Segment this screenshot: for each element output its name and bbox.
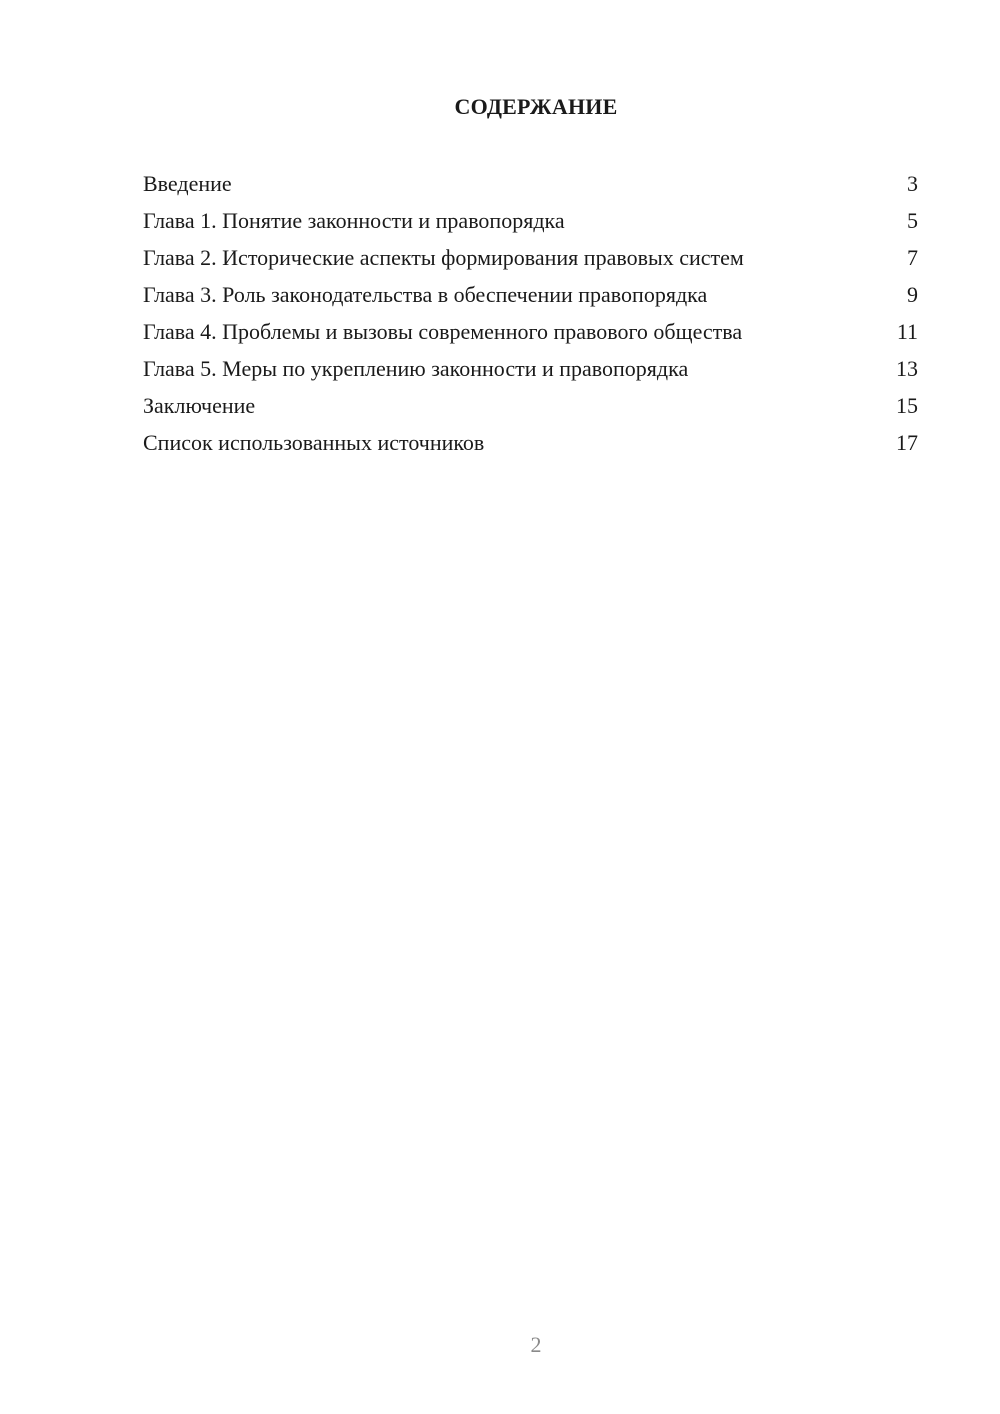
toc-entry-title: Заключение: [143, 393, 256, 418]
toc-entry-page: 11: [896, 319, 918, 344]
toc-entry-title: Глава 4. Проблемы и вызовы современного правового общества: [143, 319, 743, 344]
toc-entry-references[interactable]: [143, 429, 918, 457]
page-title: СОДЕРЖАНИЕ: [454, 94, 618, 119]
toc-entry-chapter-2[interactable]: [143, 244, 918, 272]
page-number: 2: [530, 1332, 542, 1357]
toc-entry-page: 5: [907, 208, 918, 233]
toc-entry-chapter-4[interactable]: [143, 318, 918, 346]
toc-entry-page: 17: [896, 430, 918, 455]
toc-entry-page: 13: [896, 356, 918, 381]
toc-entry-page: 15: [896, 393, 918, 418]
toc-entry-conclusion[interactable]: [143, 392, 918, 420]
toc-entry-title: Глава 5. Меры по укреплению законности и правопорядка: [143, 356, 689, 381]
toc-entry-page: 9: [907, 282, 918, 307]
toc-entry-chapter-1[interactable]: [143, 207, 918, 235]
toc-entry-page: 7: [907, 245, 918, 270]
toc-entry-title: Глава 3. Роль законодательства в обеспечении правопорядка: [143, 282, 708, 307]
toc-entry-title: Введение: [143, 171, 232, 196]
table-of-contents: [143, 170, 918, 466]
toc-entry-title: Глава 2. Исторические аспекты формирования правовых систем: [143, 245, 744, 270]
toc-entry-title: Список использованных источников: [143, 430, 485, 455]
toc-entry-introduction[interactable]: [143, 170, 918, 198]
toc-entry-title: Глава 1. Понятие законности и правопорядка: [143, 208, 565, 233]
toc-entry-chapter-5[interactable]: [143, 355, 918, 383]
toc-entry-chapter-3[interactable]: [143, 281, 918, 309]
toc-entry-page: 3: [907, 171, 918, 196]
